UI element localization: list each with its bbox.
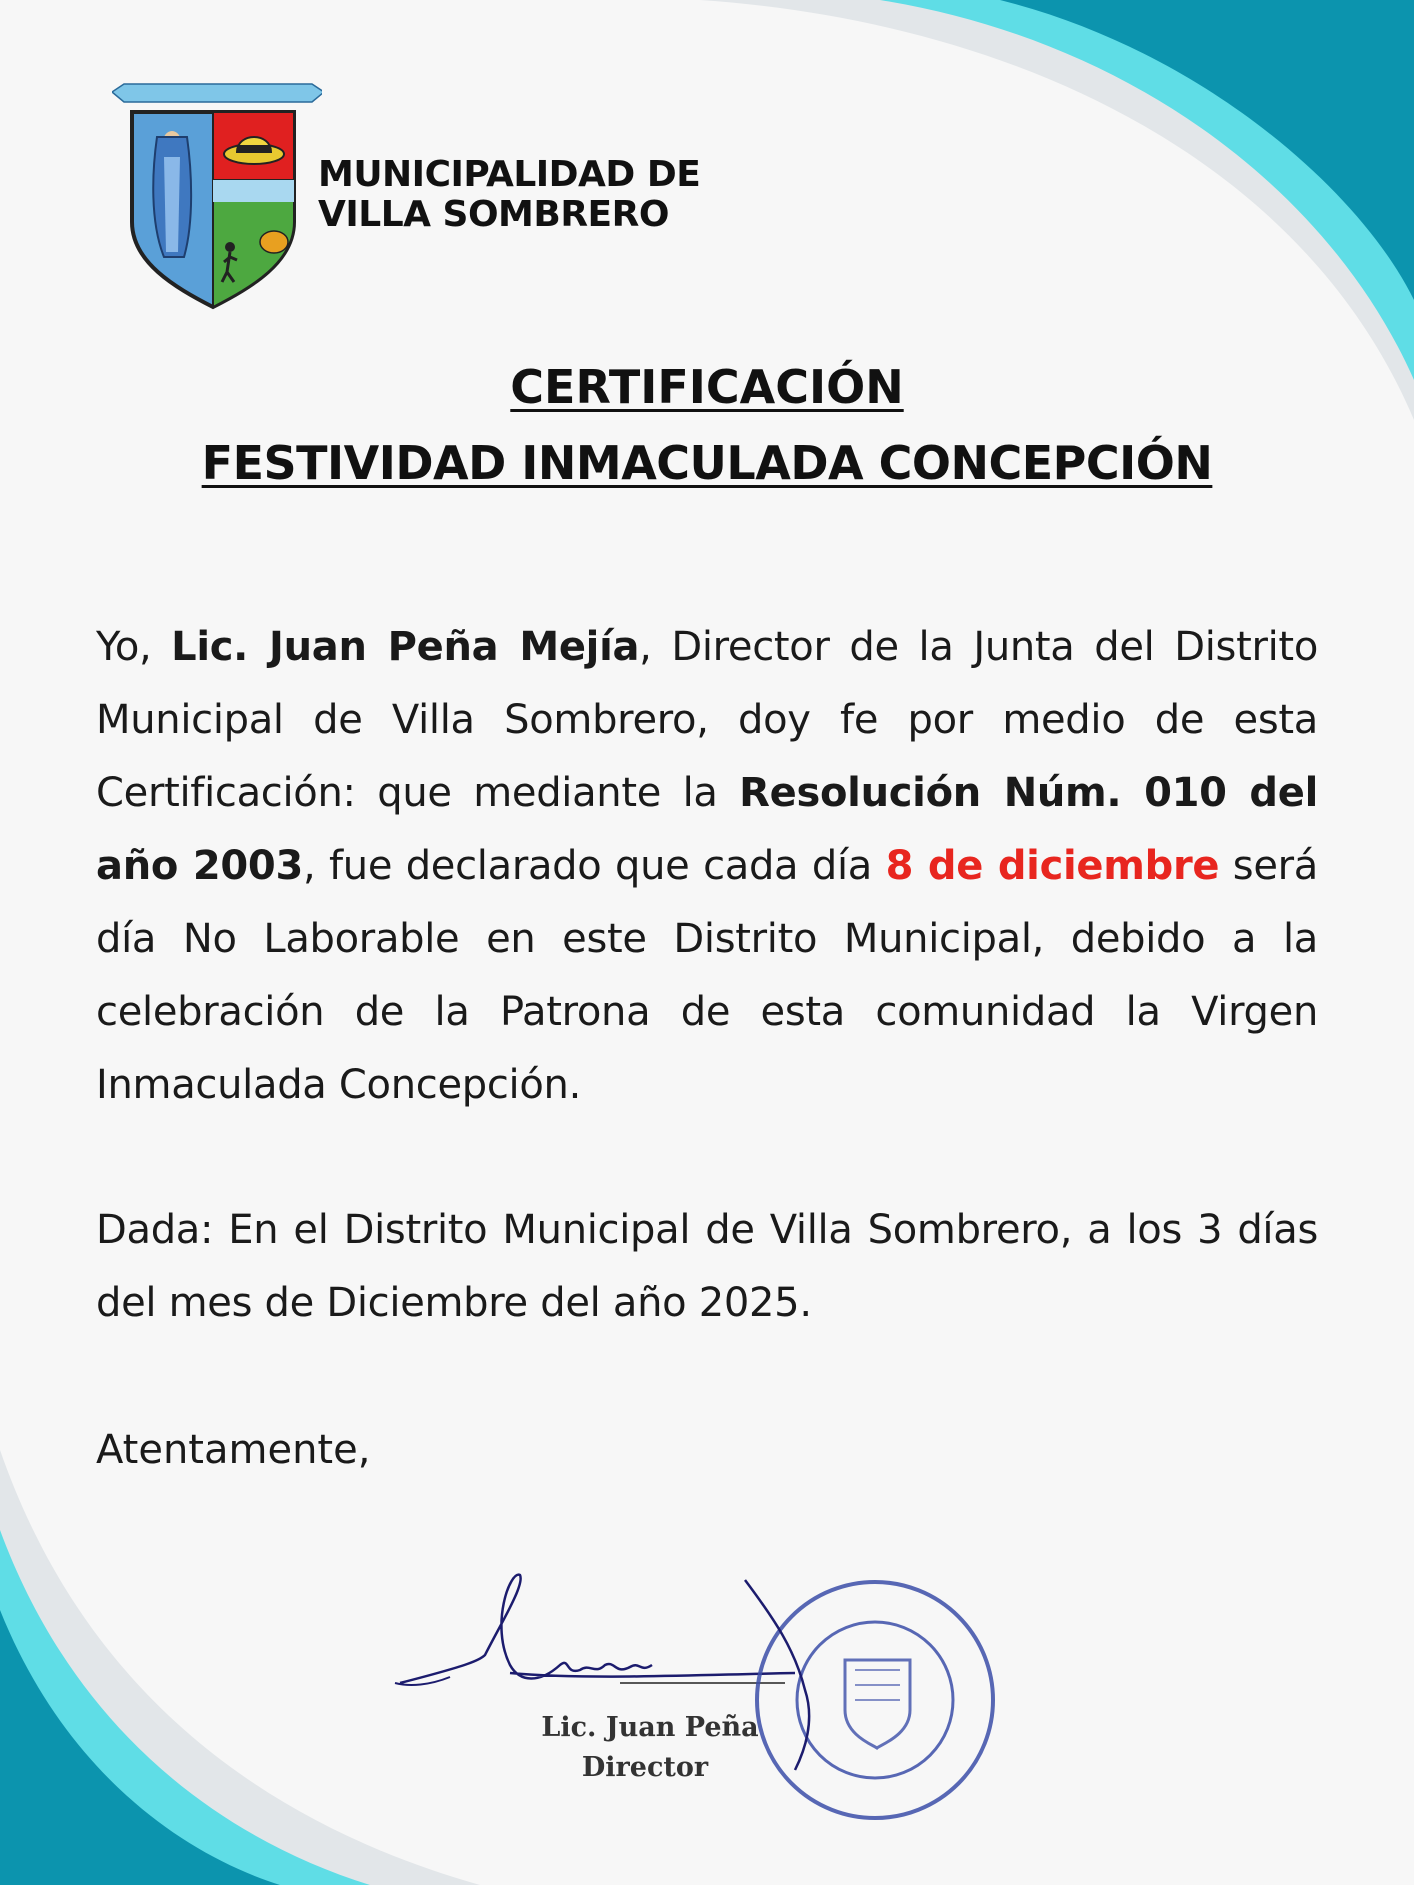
holiday-date: 8 de diciembre	[885, 843, 1220, 889]
resolution-reference: Resolución Núm. 010 del año 2003	[96, 770, 1318, 889]
certification-paragraph	[96, 611, 1318, 1122]
document-subtitle: FESTIVIDAD INMACULADA CONCEPCIÓN	[201, 436, 1213, 490]
paragraph-text-part: , fue declarado que cada día	[302, 843, 886, 889]
municipal-coat-of-arms-logo	[112, 82, 322, 312]
paragraph-text-part: , Director de la Junta del Distrito Municipal de Villa Sombrero, doy fe por medio de esta Certificación: que mediante la	[96, 624, 1318, 816]
org-name-line2: VILLA SOMBRERO	[318, 194, 669, 235]
official-seal-stamp	[735, 1560, 1015, 1840]
issue-statement: Dada: En el Distrito Municipal de Villa Sombrero, a los 3 días del mes de Diciembre del año 2025.	[96, 1207, 1318, 1326]
signatory-name: Lic. Juan Peña	[541, 1712, 759, 1743]
org-name-line1: MUNICIPALIDAD DE	[318, 154, 701, 195]
paragraph-text-part: será día No Laborable en este Distrito Municipal, debido a la celebración de la Patrona de esta comunidad la Virgen Inmaculada Concepción.	[96, 843, 1319, 1108]
director-name: Lic. Juan Peña Mejía	[171, 624, 640, 670]
signatory-title: Director	[581, 1752, 709, 1783]
paragraph-text-part: Yo,	[96, 624, 172, 670]
organization-name	[318, 155, 700, 235]
closing-salutation: Atentamente,	[96, 1427, 371, 1473]
document-title: CERTIFICACIÓN	[510, 360, 904, 414]
